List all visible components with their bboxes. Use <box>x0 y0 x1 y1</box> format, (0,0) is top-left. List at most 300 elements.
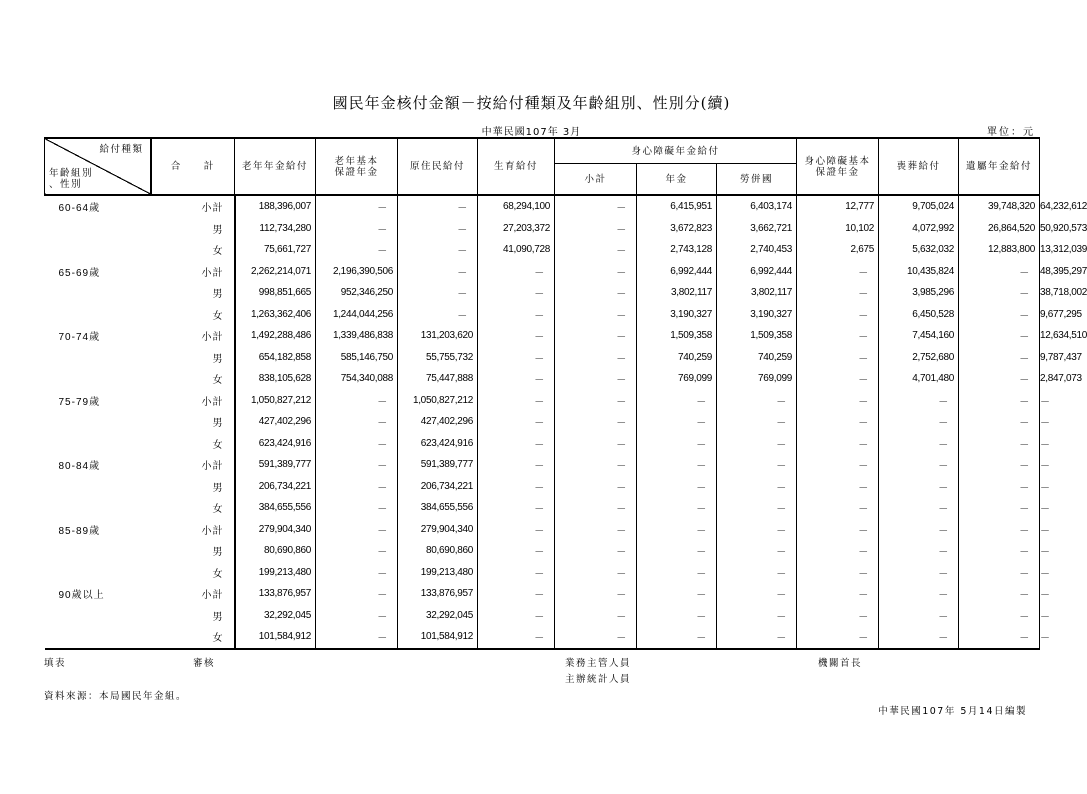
table-cell: － <box>478 454 555 476</box>
row-sex: 男 <box>212 611 224 623</box>
table-cell: 1,339,486,838 <box>316 325 398 347</box>
table-cell: 68,294,100 <box>478 195 555 218</box>
table-cell: － <box>797 282 879 304</box>
table-cell: － <box>717 583 797 605</box>
table-cell: － <box>959 368 1040 390</box>
table-cell: － <box>316 476 398 498</box>
table-cell: － <box>478 540 555 562</box>
table-cell: － <box>398 282 478 304</box>
table-cell: 206,734,221 <box>235 476 316 498</box>
table-cell: － <box>316 218 398 240</box>
table-row: 75-79歲 小計 1,050,827,212 － 1,050,827,212 － － － － － － － － <box>45 390 1040 412</box>
table-cell: － <box>637 497 717 519</box>
table-cell: 10,102 <box>797 218 879 240</box>
table-row: 女 384,655,556 － 384,655,556 － － － － － － － － <box>45 497 1040 519</box>
table-cell: － <box>555 562 637 584</box>
table-cell: － <box>959 433 1040 455</box>
table-row: 男 998,851,665 952,346,250 － － － 3,802,117 3,802,117 － 3,985,296 － 38,718,002 <box>45 282 1040 304</box>
table-cell: － <box>717 390 797 412</box>
row-sex: 男 <box>212 289 224 301</box>
table-cell: － <box>879 476 959 498</box>
table-cell: － <box>555 218 637 240</box>
table-cell: － <box>797 368 879 390</box>
table-cell: 754,340,088 <box>316 368 398 390</box>
table-cell: 384,655,556 <box>398 497 478 519</box>
table-cell: － <box>316 497 398 519</box>
table-cell: － <box>555 626 637 649</box>
table-cell: － <box>555 433 637 455</box>
col-indigenous: 原住民給付 <box>398 138 478 195</box>
table-cell: － <box>316 195 398 218</box>
row-sex: 小計 <box>201 590 224 602</box>
table-cell: － <box>478 368 555 390</box>
table-cell: － <box>879 519 959 541</box>
table-cell: － <box>555 540 637 562</box>
table-cell: 740,259 <box>717 347 797 369</box>
table-cell: 5,632,032 <box>879 239 959 261</box>
col-survivor: 遺屬年金給付 <box>959 138 1040 195</box>
table-cell: － <box>959 562 1040 584</box>
row-age-group: 75-79歲 <box>58 396 101 408</box>
table-cell: － <box>879 411 959 433</box>
table-cell: 1,509,358 <box>717 325 797 347</box>
table-cell: 7,454,160 <box>879 325 959 347</box>
table-cell: － <box>555 195 637 218</box>
table-cell: － <box>478 583 555 605</box>
table-cell: 4,701,480 <box>879 368 959 390</box>
col-old-age-basic-label: 老年基本保證年金 <box>334 155 379 178</box>
table-cell: － <box>555 239 637 261</box>
table-cell: － <box>797 626 879 649</box>
row-age-group: 70-74歲 <box>58 332 101 344</box>
table-cell: 199,213,480 <box>398 562 478 584</box>
table-cell: － <box>637 519 717 541</box>
table-cell: － <box>959 304 1040 326</box>
table-cell: － <box>316 239 398 261</box>
row-sex: 女 <box>212 504 224 516</box>
table-cell: 39,748,320 <box>959 195 1040 218</box>
row-age-group: 90歲以上 <box>58 590 105 602</box>
table-cell: － <box>959 476 1040 498</box>
row-sex: 男 <box>212 353 224 365</box>
col-disability-pension: 年金 <box>637 164 717 196</box>
table-cell: － <box>717 562 797 584</box>
row-sex: 小計 <box>201 525 224 537</box>
table-cell: － <box>478 282 555 304</box>
table-cell: 740,259 <box>637 347 717 369</box>
col-disability-group: 身心障礙年金給付 <box>555 138 797 164</box>
table-cell: 12,883,800 <box>959 239 1040 261</box>
table-cell: － <box>555 304 637 326</box>
table-cell: － <box>959 626 1040 649</box>
table-cell: － <box>797 411 879 433</box>
table-cell: － <box>478 347 555 369</box>
table-cell: 55,755,732 <box>398 347 478 369</box>
table-cell: － <box>959 390 1040 412</box>
table-row: 女 75,661,727 － － 41,090,728 － 2,743,128 2,740,453 2,675 5,632,032 12,883,800 13,312,039 <box>45 239 1040 261</box>
table-row: 男 80,690,860 － 80,690,860 － － － － － － － － <box>45 540 1040 562</box>
report-period: 中華民國107年 3月 <box>481 127 582 138</box>
table-cell: － <box>398 239 478 261</box>
table-row: 女 1,263,362,406 1,244,044,256 － － － 3,190,327 3,190,327 － 6,450,528 － 9,677,295 <box>45 304 1040 326</box>
table-cell: 6,403,174 <box>717 195 797 218</box>
table-cell: － <box>797 476 879 498</box>
table-cell: － <box>959 519 1040 541</box>
footer-business-head: 業務主管人員 <box>565 658 632 669</box>
table-cell: 591,389,777 <box>235 454 316 476</box>
row-age-group <box>45 282 151 304</box>
table-row: 男 206,734,221 － 206,734,221 － － － － － － － － <box>45 476 1040 498</box>
table-cell: － <box>879 562 959 584</box>
table-cell: － <box>637 583 717 605</box>
table-cell: － <box>717 519 797 541</box>
table-cell: 75,447,888 <box>398 368 478 390</box>
corner-header-bottom <box>49 168 93 190</box>
unit-label: 單位：元 <box>987 127 1035 138</box>
table-row: 女 199,213,480 － 199,213,480 － － － － － － － － <box>45 562 1040 584</box>
row-sex: 男 <box>212 547 224 559</box>
table-row: 男 32,292,045 － 32,292,045 － － － － － － － － <box>45 605 1040 627</box>
table-cell: － <box>555 282 637 304</box>
table-cell: 32,292,045 <box>398 605 478 627</box>
table-cell: － <box>478 605 555 627</box>
table-row: 男 654,182,858 585,146,750 55,755,732 － － 740,259 740,259 － 2,752,680 － 9,787,437 <box>45 347 1040 369</box>
table-cell: － <box>555 347 637 369</box>
table-cell: － <box>555 454 637 476</box>
row-age-group <box>45 218 151 240</box>
col-disability-basic-label: 身心障礙基本保證年金 <box>804 155 871 178</box>
table-cell: － <box>879 540 959 562</box>
table-cell: － <box>959 540 1040 562</box>
row-sex: 女 <box>212 310 224 322</box>
row-sex: 男 <box>212 224 224 236</box>
table-cell: － <box>797 583 879 605</box>
table-cell: － <box>879 433 959 455</box>
table-cell: － <box>478 261 555 283</box>
table-cell: 12,777 <box>797 195 879 218</box>
table-cell: － <box>316 626 398 649</box>
table-cell: 2,262,214,071 <box>235 261 316 283</box>
row-age-group <box>45 433 151 455</box>
table-cell: － <box>959 605 1040 627</box>
table-cell: 101,584,912 <box>398 626 478 649</box>
row-age-group <box>45 605 151 627</box>
table-cell: 3,662,721 <box>717 218 797 240</box>
table-cell: － <box>555 261 637 283</box>
row-age-group <box>45 562 151 584</box>
row-age-group <box>45 497 151 519</box>
table-cell: － <box>478 476 555 498</box>
table-cell: 623,424,916 <box>235 433 316 455</box>
table-cell: － <box>478 497 555 519</box>
col-disability-basic <box>797 138 879 195</box>
row-sex: 小計 <box>201 332 224 344</box>
table-cell: － <box>879 390 959 412</box>
col-disability-labor: 勞併國 <box>717 164 797 196</box>
table-cell: 2,196,390,506 <box>316 261 398 283</box>
table-cell: － <box>637 562 717 584</box>
table-cell: － <box>879 605 959 627</box>
table-cell: － <box>555 519 637 541</box>
table-cell: － <box>637 476 717 498</box>
table-cell: － <box>478 562 555 584</box>
table-cell: － <box>959 347 1040 369</box>
footer-agency-head: 機關首長 <box>818 658 863 669</box>
table-body <box>45 195 1087 649</box>
table-cell: － <box>316 519 398 541</box>
col-funeral: 喪葬給付 <box>879 138 959 195</box>
table-cell: － <box>555 583 637 605</box>
table-cell: 1,492,288,486 <box>235 325 316 347</box>
table-row: 70-74歲 小計 1,492,288,486 1,339,486,838 131,203,620 － － 1,509,358 1,509,358 － 7,454,160 － 12,634,510 <box>45 325 1040 347</box>
table-cell: － <box>555 411 637 433</box>
row-sex: 女 <box>212 439 224 451</box>
table-cell: － <box>797 519 879 541</box>
table-cell: 27,203,372 <box>478 218 555 240</box>
table-cell: 133,876,957 <box>398 583 478 605</box>
pension-table <box>44 137 1087 650</box>
table-cell: 585,146,750 <box>316 347 398 369</box>
row-age-group: 65-69歲 <box>58 267 101 279</box>
row-age-group: 60-64歲 <box>58 203 101 215</box>
table-row: 85-89歲 小計 279,904,340 － 279,904,340 － － － － － － － － <box>45 519 1040 541</box>
table-cell: 3,672,823 <box>637 218 717 240</box>
table-cell: － <box>555 368 637 390</box>
table-cell: 591,389,777 <box>398 454 478 476</box>
table-cell: 1,050,827,212 <box>398 390 478 412</box>
table-cell: － <box>797 304 879 326</box>
table-cell: 41,090,728 <box>478 239 555 261</box>
row-sex: 小計 <box>201 267 224 279</box>
table-cell: 206,734,221 <box>398 476 478 498</box>
table-cell: － <box>879 454 959 476</box>
table-cell: 2,675 <box>797 239 879 261</box>
table-row: 女 838,105,628 754,340,088 75,447,888 － － 769,099 769,099 － 4,701,480 － 2,847,073 <box>45 368 1040 390</box>
corner-header <box>45 138 151 195</box>
table-cell: － <box>717 411 797 433</box>
table-cell: 6,992,444 <box>637 261 717 283</box>
table-cell: － <box>316 411 398 433</box>
table-cell: － <box>959 583 1040 605</box>
table-cell: － <box>478 433 555 455</box>
table-cell: 384,655,556 <box>235 497 316 519</box>
row-age-group <box>45 626 151 649</box>
table-cell: － <box>717 433 797 455</box>
table-cell: － <box>797 454 879 476</box>
row-age-group <box>45 347 151 369</box>
row-age-group: 80-84歲 <box>58 461 101 473</box>
table-cell: － <box>797 390 879 412</box>
table-cell: － <box>959 497 1040 519</box>
table-cell: － <box>797 325 879 347</box>
table-cell: 998,851,665 <box>235 282 316 304</box>
table-cell: － <box>797 540 879 562</box>
col-maternity: 生育給付 <box>478 138 555 195</box>
corner-header-bottom-line1: 年齡組別 <box>49 168 94 179</box>
row-age-group <box>45 304 151 326</box>
table-cell: － <box>717 626 797 649</box>
footer-source: 資料來源：本局國民年金組。 <box>44 691 188 702</box>
table-cell: － <box>398 218 478 240</box>
table-cell: － <box>478 411 555 433</box>
table-cell: － <box>478 325 555 347</box>
row-sex: 小計 <box>201 203 224 215</box>
table-cell: － <box>555 325 637 347</box>
table-cell: － <box>637 390 717 412</box>
table-row: 60-64歲 小計 188,396,007 － － 68,294,100 － 6,415,951 6,403,174 12,777 9,705,024 39,748,320 64,232,612 <box>45 195 1040 218</box>
table-cell: 32,292,045 <box>235 605 316 627</box>
table-header <box>45 138 1040 195</box>
table-cell: 1,263,362,406 <box>235 304 316 326</box>
table-cell: 4,072,992 <box>879 218 959 240</box>
table-row: 65-69歲 小計 2,262,214,071 2,196,390,506 － － － 6,992,444 6,992,444 － 10,435,824 － 48,395,297 <box>45 261 1040 283</box>
footer-statistics-head: 主辦統計人員 <box>565 674 632 685</box>
table-cell: － <box>398 261 478 283</box>
table-cell: － <box>637 411 717 433</box>
table-cell: － <box>797 433 879 455</box>
table-row: 男 427,402,296 － 427,402,296 － － － － － － － － <box>45 411 1040 433</box>
table-cell: － <box>555 605 637 627</box>
row-age-group <box>45 411 151 433</box>
table-row: 80-84歲 小計 591,389,777 － 591,389,777 － － － － － － － － <box>45 454 1040 476</box>
table-cell: － <box>797 562 879 584</box>
table-cell: － <box>959 261 1040 283</box>
row-sex: 小計 <box>201 396 224 408</box>
table-cell: 188,396,007 <box>235 195 316 218</box>
row-sex: 女 <box>212 246 224 258</box>
table-cell: － <box>316 540 398 562</box>
table-cell: － <box>797 261 879 283</box>
page-title: 國民年金核付金額－按給付種類及年齡組別、性別分(續) <box>332 94 731 112</box>
table-cell: 112,734,280 <box>235 218 316 240</box>
table-cell: － <box>637 454 717 476</box>
table-cell: 101,584,912 <box>235 626 316 649</box>
table-cell: 3,190,327 <box>717 304 797 326</box>
table-cell: 2,743,128 <box>637 239 717 261</box>
row-sex: 女 <box>212 375 224 387</box>
table-row: 女 623,424,916 － 623,424,916 － － － － － － － － <box>45 433 1040 455</box>
table-cell: 199,213,480 <box>235 562 316 584</box>
row-sex: 男 <box>212 418 224 430</box>
table-row: 女 101,584,912 － 101,584,912 － － － － － － － － <box>45 626 1040 649</box>
table-cell: 769,099 <box>637 368 717 390</box>
col-old-age-basic <box>316 138 398 195</box>
table-cell: 131,203,620 <box>398 325 478 347</box>
table-cell: － <box>316 562 398 584</box>
table-cell: 427,402,296 <box>235 411 316 433</box>
table-cell: 427,402,296 <box>398 411 478 433</box>
table-cell: － <box>959 325 1040 347</box>
table-cell: － <box>717 476 797 498</box>
table-cell: － <box>879 497 959 519</box>
table-cell: 2,740,453 <box>717 239 797 261</box>
footer-prepared: 填表 <box>44 658 67 669</box>
table-cell: － <box>637 605 717 627</box>
col-disability-subtotal: 小計 <box>555 164 637 196</box>
table-cell: － <box>398 304 478 326</box>
table-cell: 279,904,340 <box>235 519 316 541</box>
table-row: 男 112,734,280 － － 27,203,372 － 3,672,823 3,662,721 10,102 4,072,992 26,864,520 50,920,573 <box>45 218 1040 240</box>
table-cell: － <box>316 454 398 476</box>
table-cell: 2,752,680 <box>879 347 959 369</box>
table-cell: － <box>879 626 959 649</box>
table-cell: － <box>717 454 797 476</box>
table-cell: 6,992,444 <box>717 261 797 283</box>
table-cell: － <box>478 519 555 541</box>
table-cell: 3,190,327 <box>637 304 717 326</box>
table-cell: － <box>478 626 555 649</box>
table-cell: 26,864,520 <box>959 218 1040 240</box>
table-cell: 133,876,957 <box>235 583 316 605</box>
footer-compiled-date: 中華民國107年 5月14日編製 <box>878 706 1027 717</box>
table-cell: 279,904,340 <box>398 519 478 541</box>
table-cell: － <box>637 433 717 455</box>
table-cell: － <box>316 605 398 627</box>
corner-header-top: 給付種類 <box>99 144 144 155</box>
table-cell: 6,415,951 <box>637 195 717 218</box>
table-cell: 769,099 <box>717 368 797 390</box>
table-cell: 1,509,358 <box>637 325 717 347</box>
row-age-group <box>45 476 151 498</box>
table-cell: － <box>959 454 1040 476</box>
table-cell: 654,182,858 <box>235 347 316 369</box>
row-sex: 小計 <box>201 461 224 473</box>
table-cell: 6,450,528 <box>879 304 959 326</box>
table-cell: 75,661,727 <box>235 239 316 261</box>
table-cell: － <box>637 626 717 649</box>
table-cell: － <box>717 540 797 562</box>
table-row: 90歲以上 小計 133,876,957 － 133,876,957 － － － － － － － － <box>45 583 1040 605</box>
table-cell: 952,346,250 <box>316 282 398 304</box>
table-cell: － <box>555 476 637 498</box>
table-cell: － <box>555 497 637 519</box>
table-cell: 80,690,860 <box>235 540 316 562</box>
table-cell: － <box>797 347 879 369</box>
row-age-group <box>45 540 151 562</box>
footer-reviewed: 審核 <box>193 658 216 669</box>
table-cell: 623,424,916 <box>398 433 478 455</box>
row-age-group <box>45 239 151 261</box>
row-age-group: 85-89歲 <box>58 525 101 537</box>
col-total: 合 計 <box>151 138 235 195</box>
table-cell: 3,802,117 <box>637 282 717 304</box>
table-cell: － <box>316 583 398 605</box>
table-cell: － <box>316 390 398 412</box>
table-cell: － <box>959 411 1040 433</box>
table-cell: － <box>555 390 637 412</box>
row-age-group <box>45 368 151 390</box>
table-cell: 3,802,117 <box>717 282 797 304</box>
table-cell: － <box>478 304 555 326</box>
table-cell: － <box>717 497 797 519</box>
table-cell: － <box>797 497 879 519</box>
table-cell: 1,244,044,256 <box>316 304 398 326</box>
table-cell: － <box>478 390 555 412</box>
table-cell: － <box>637 540 717 562</box>
table-cell: 10,435,824 <box>879 261 959 283</box>
table-cell: － <box>316 433 398 455</box>
table-cell: 838,105,628 <box>235 368 316 390</box>
table-cell: － <box>959 282 1040 304</box>
corner-header-bottom-line2: 、性別 <box>49 179 83 190</box>
table-cell: － <box>879 583 959 605</box>
table-cell: － <box>797 605 879 627</box>
row-sex: 女 <box>212 568 224 580</box>
table-cell: － <box>398 195 478 218</box>
table-cell: － <box>717 605 797 627</box>
table-cell: 9,705,024 <box>879 195 959 218</box>
table-cell: 3,985,296 <box>879 282 959 304</box>
